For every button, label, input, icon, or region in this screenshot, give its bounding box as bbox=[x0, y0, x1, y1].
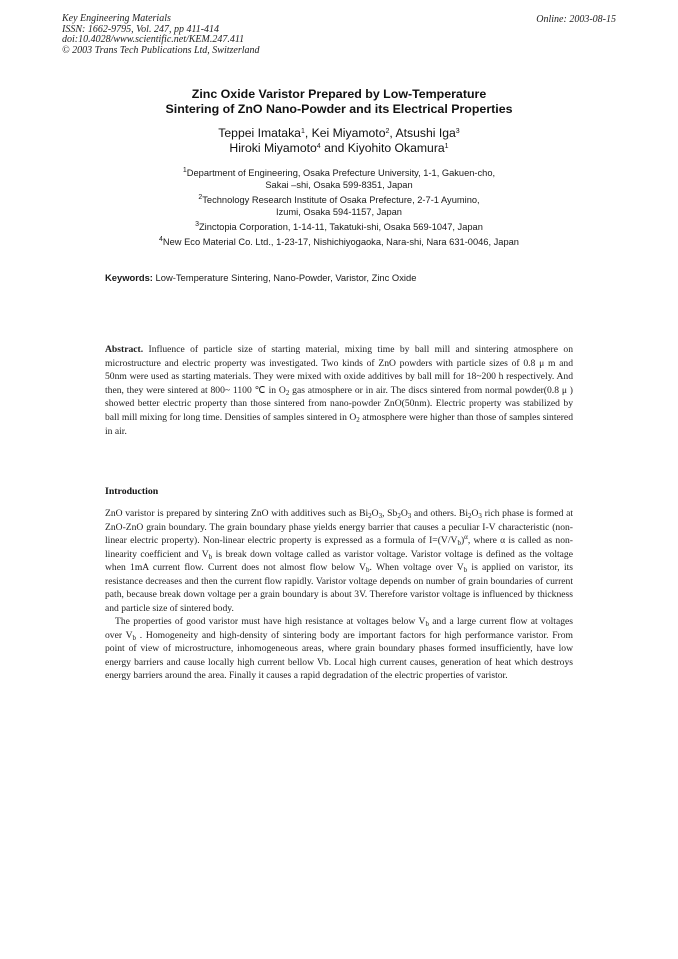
author-separator: , bbox=[304, 126, 312, 140]
affiliation-text: Department of Engineering, Osaka Prefecture University, 1-1, Gakuen-cho, bbox=[186, 168, 496, 178]
paragraph bbox=[105, 615, 573, 683]
subscript: 2 bbox=[285, 388, 290, 397]
text: O bbox=[371, 508, 379, 519]
title-line-1: Zinc Oxide Varistor Prepared by Low-Temperature bbox=[191, 87, 487, 101]
subscript: b bbox=[365, 566, 370, 574]
journal-name: Key Engineering Materials bbox=[62, 13, 171, 24]
affiliation-text: New Eco Material Co. Ltd., 1-23-17, Nishichiyogaoka, Nara-shi, Nara 631-0046, Japan bbox=[162, 236, 519, 247]
affiliation-text: Izumi, Osaka 594-1157, Japan bbox=[276, 207, 402, 218]
text: and others. Bi bbox=[411, 508, 468, 519]
affiliation-number: 4 bbox=[159, 235, 163, 243]
title-line-2: Sintering of ZnO Nano-Powder and its Electrical Properties bbox=[165, 101, 513, 116]
author-affiliation-mark: 1 bbox=[300, 128, 305, 135]
abstract-label: Abstract. bbox=[105, 344, 144, 355]
subscript: b bbox=[208, 552, 213, 561]
author-name: Kiyohito Okamura bbox=[347, 140, 445, 155]
author-line-2 bbox=[80, 141, 598, 156]
keywords-text: Low-Temperature Sintering, Nano-Powder, Varistor, Zinc Oxide bbox=[152, 272, 417, 283]
text: ) bbox=[460, 535, 465, 546]
abstract-text: Influence of particle size of starting material, mixing time by ball mill and sintering atmosphere on microstructure and electric property was investigated. Two kinds of ZnO powders with particle sizes of 0.8 μ m and 50nm were used as starting materials. They were mixed with oxide additives by ball mill for 18~200 h respectively. And then, they were sintered at 800~ 1100 ℃ in O bbox=[105, 344, 573, 396]
author-list bbox=[80, 126, 598, 155]
subscript: 2 bbox=[467, 512, 472, 520]
subscript: b bbox=[463, 566, 468, 574]
author-separator: and bbox=[320, 140, 348, 155]
text: and a large current flow at voltages over V bbox=[105, 616, 573, 641]
keywords-label: Keywords: bbox=[105, 272, 153, 283]
text: , where α is called as non-linearity coefficient and V bbox=[105, 535, 573, 560]
section-heading-introduction: Introduction bbox=[105, 486, 159, 497]
text: , Sb bbox=[382, 508, 398, 519]
author-line-1 bbox=[80, 126, 598, 141]
subscript: 3 bbox=[407, 512, 412, 520]
author-affiliation-mark: 1 bbox=[444, 142, 449, 150]
author-name: Kei Miyamoto bbox=[311, 126, 386, 140]
author-affiliation-mark: 4 bbox=[316, 142, 321, 150]
affiliation-number: 3 bbox=[195, 221, 199, 229]
affiliations bbox=[90, 167, 588, 251]
affiliation-4 bbox=[90, 236, 588, 248]
doi: doi:10.4028/www.scientific.net/KEM.247.411 bbox=[62, 34, 245, 46]
author-name: Teppei Imataka bbox=[218, 126, 301, 140]
copyright: © 2003 Trans Tech Publications Ltd, Switzerland bbox=[62, 44, 260, 56]
subscript: 2 bbox=[397, 512, 401, 520]
affiliation-3 bbox=[90, 221, 588, 233]
text: is applied on varistor, its resistance decreases and then the current flow rapidly. Varistor voltage depends on number of grain boundaries of current path, because break down voltage per a grain boundary is about 3V. Therefore varistor voltage is influenced by thickness and particle size of sintered body. bbox=[105, 562, 574, 614]
subscript: 2 bbox=[356, 415, 360, 424]
subscript: 3 bbox=[378, 512, 383, 520]
subscript: 2 bbox=[368, 512, 372, 520]
abstract bbox=[105, 343, 573, 438]
subscript: 3 bbox=[478, 512, 482, 520]
author-name: Atsushi Iga bbox=[395, 126, 456, 140]
introduction-body bbox=[105, 507, 573, 683]
affiliation-text: Zinctopia Corporation, 1-14-11, Takatuki-shi, Osaka 569-1047, Japan bbox=[199, 222, 483, 233]
text: O bbox=[400, 508, 408, 519]
online-date: Online: 2003-08-15 bbox=[536, 14, 616, 25]
affiliation-number: 2 bbox=[198, 194, 203, 202]
text: is break down voltage called as varistor voltage. Varistor voltage is defined as the voltage when 1mA current flow. Current does not almost flow below V bbox=[105, 548, 573, 573]
subscript: b bbox=[132, 633, 137, 642]
issn: ISSN: 1662-9795, Vol. 247, pp 411-414 bbox=[62, 23, 220, 35]
abstract-text: atmosphere were higher than those of samples sintered in air. bbox=[105, 411, 573, 437]
author-name: Hiroki Miyamoto bbox=[229, 140, 317, 155]
paper-title bbox=[80, 87, 598, 116]
author-affiliation-mark: 2 bbox=[385, 128, 390, 135]
text: rich phase is formed at ZnO-ZnO grain boundary. The grain boundary phase yields energy barrier that causes a peculiar I-V characteristic (non-linear electric property). Non-linear electric property is expressed as a formula of I=(V/V bbox=[105, 508, 573, 546]
paragraph bbox=[105, 507, 573, 615]
subscript: b bbox=[425, 620, 429, 628]
affiliation-1 bbox=[90, 167, 588, 192]
text: The properties of good varistor must have high resistance at voltages below V bbox=[115, 616, 426, 627]
affiliation-text: Technology Research Institute of Osaka Prefecture, 2-7-1 Ayumino, bbox=[202, 195, 480, 206]
author-separator: , bbox=[389, 126, 396, 140]
superscript: α bbox=[464, 533, 468, 541]
subscript: b bbox=[457, 539, 461, 547]
keywords bbox=[105, 272, 416, 283]
text: ZnO varistor is prepared by sintering ZnO with additives such as Bi bbox=[105, 508, 369, 519]
author-affiliation-mark: 3 bbox=[455, 128, 460, 135]
text: . Homogeneity and high-density of sintering body are important factors for high performance varistor. From point of view of microstructure, inhomogeneous areas, where grain boundary phases formed insufficiently, have low energy barriers and cause locally high current bellow Vb. Local high current causes, generation of heat which destroys energy barriers around the area. Finally it causes a rapid degradation of the electric properties of varistor. bbox=[105, 629, 573, 681]
affiliation-text: Sakai –shi, Osaka 599-8351, Japan bbox=[265, 180, 413, 191]
text: . When voltage over V bbox=[369, 562, 464, 573]
text: O bbox=[471, 508, 479, 519]
affiliation-2 bbox=[90, 194, 588, 219]
affiliation-number: 1 bbox=[182, 167, 187, 174]
journal-info bbox=[62, 14, 260, 56]
abstract-text: gas atmosphere or in air. The discs sintered from normal powder(0.8 μ ) showed better electric property than those sintered from nano-powder ZnO(50nm). Electric property was stabilized by ball mill mixing for long time. Densities of samples sintered in O bbox=[105, 384, 573, 423]
